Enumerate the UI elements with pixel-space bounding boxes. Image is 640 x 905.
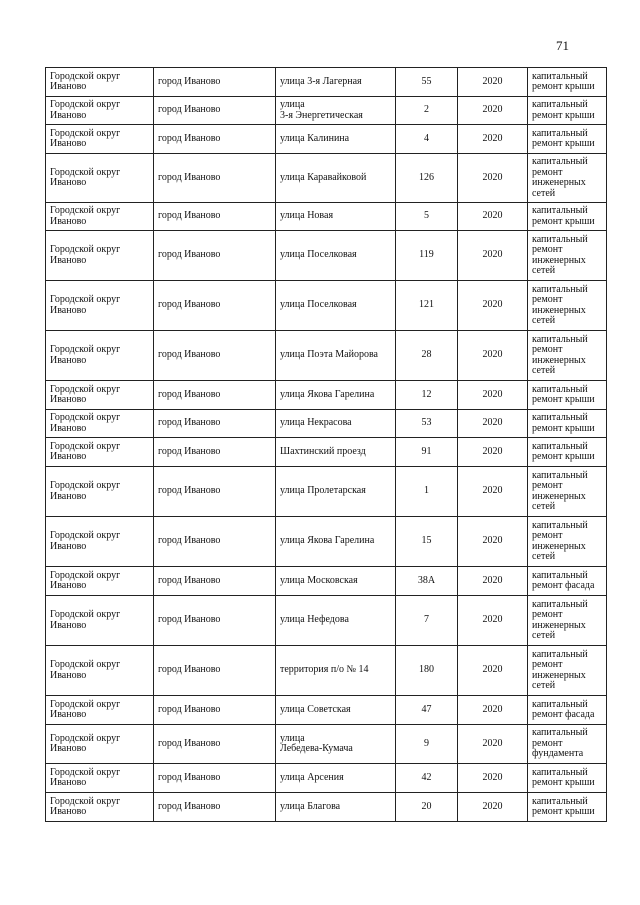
district-cell: Городской округ Иваново [46,154,154,203]
street-cell: улица Нефедова [276,596,396,646]
table-row [46,438,607,467]
city-cell: город Иваново [154,331,276,381]
district-cell: Городской округ Иваново [46,793,154,822]
district-cell: Городской округ Иваново [46,125,154,154]
city-cell: город Иваново [154,725,276,764]
house-number-cell: 121 [396,281,458,331]
street-cell: улица Пролетарская [276,467,396,517]
street-cell: улица Якова Гарелина [276,517,396,567]
street-cell: улица Поэта Майорова [276,331,396,381]
city-cell: город Иваново [154,97,276,125]
year-cell: 2020 [458,125,528,154]
city-cell: город Иваново [154,567,276,596]
year-cell: 2020 [458,381,528,410]
house-number-cell: 9 [396,725,458,764]
street-cell: территория п/о № 14 [276,646,396,696]
year-cell: 2020 [458,68,528,97]
city-cell: город Иваново [154,646,276,696]
house-number-cell: 28 [396,331,458,381]
street-cell: улица Якова Гарелина [276,381,396,410]
year-cell: 2020 [458,203,528,231]
table-row [46,381,607,410]
house-number-cell: 7 [396,596,458,646]
work-type-cell: капитальный ремонт крыши [528,438,607,467]
table-row [46,646,607,696]
work-type-cell: капитальный ремонт инженерных сетей [528,596,607,646]
work-type-cell: капитальный ремонт инженерных сетей [528,281,607,331]
district-cell: Городской округ Иваново [46,331,154,381]
city-cell: город Иваново [154,231,276,281]
street-cell: улица 3-я Лагерная [276,68,396,97]
district-cell: Городской округ Иваново [46,696,154,725]
work-type-cell: капитальный ремонт крыши [528,793,607,822]
house-number-cell: 126 [396,154,458,203]
table-row [46,331,607,381]
district-cell: Городской округ Иваново [46,281,154,331]
house-number-cell: 180 [396,646,458,696]
district-cell: Городской округ Иваново [46,438,154,467]
district-cell: Городской округ Иваново [46,764,154,793]
year-cell: 2020 [458,97,528,125]
table-row [46,97,607,125]
district-cell: Городской округ Иваново [46,381,154,410]
table-body [46,68,607,822]
city-cell: город Иваново [154,381,276,410]
year-cell: 2020 [458,331,528,381]
street-cell: улица Некрасова [276,410,396,438]
table-row [46,410,607,438]
city-cell: город Иваново [154,68,276,97]
work-type-cell: капитальный ремонт крыши [528,764,607,793]
work-type-cell: капитальный ремонт фасада [528,567,607,596]
city-cell: город Иваново [154,764,276,793]
district-cell: Городской округ Иваново [46,97,154,125]
work-type-cell: капитальный ремонт крыши [528,381,607,410]
house-number-cell: 15 [396,517,458,567]
district-cell: Городской округ Иваново [46,567,154,596]
street-cell: улица Московская [276,567,396,596]
table-row [46,467,607,517]
house-number-cell: 5 [396,203,458,231]
table-row [46,696,607,725]
table-row [46,793,607,822]
city-cell: город Иваново [154,438,276,467]
street-cell: улица Поселковая [276,281,396,331]
district-cell: Городской округ Иваново [46,68,154,97]
work-type-cell: капитальный ремонт крыши [528,410,607,438]
year-cell: 2020 [458,696,528,725]
table-row [46,725,607,764]
street-cell: улица Поселковая [276,231,396,281]
year-cell: 2020 [458,567,528,596]
street-cell: улица Благова [276,793,396,822]
street-cell: улица Советская [276,696,396,725]
year-cell: 2020 [458,517,528,567]
year-cell: 2020 [458,596,528,646]
street-cell: Шахтинский проезд [276,438,396,467]
street-cell: улица Арсения [276,764,396,793]
house-number-cell: 1 [396,467,458,517]
street-cell: улица Лебедева-Кумача [276,725,396,764]
city-cell: город Иваново [154,154,276,203]
house-number-cell: 2 [396,97,458,125]
table-row [46,281,607,331]
table-row [46,764,607,793]
work-type-cell: капитальный ремонт инженерных сетей [528,331,607,381]
house-number-cell: 53 [396,410,458,438]
year-cell: 2020 [458,646,528,696]
housing-repair-table [45,67,607,822]
street-cell: улица Новая [276,203,396,231]
district-cell: Городской округ Иваново [46,596,154,646]
house-number-cell: 42 [396,764,458,793]
work-type-cell: капитальный ремонт фундамента [528,725,607,764]
district-cell: Городской округ Иваново [46,646,154,696]
house-number-cell: 91 [396,438,458,467]
district-cell: Городской округ Иваново [46,203,154,231]
house-number-cell: 55 [396,68,458,97]
district-cell: Городской округ Иваново [46,467,154,517]
work-type-cell: капитальный ремонт инженерных сетей [528,231,607,281]
table-row [46,567,607,596]
work-type-cell: капитальный ремонт крыши [528,203,607,231]
work-type-cell: капитальный ремонт крыши [528,68,607,97]
year-cell: 2020 [458,467,528,517]
year-cell: 2020 [458,725,528,764]
work-type-cell: капитальный ремонт инженерных сетей [528,467,607,517]
city-cell: город Иваново [154,467,276,517]
year-cell: 2020 [458,231,528,281]
work-type-cell: капитальный ремонт фасада [528,696,607,725]
street-cell: улица Каравайковой [276,154,396,203]
year-cell: 2020 [458,438,528,467]
house-number-cell: 4 [396,125,458,154]
year-cell: 2020 [458,154,528,203]
table-row [46,517,607,567]
table-row [46,68,607,97]
house-number-cell: 20 [396,793,458,822]
work-type-cell: капитальный ремонт крыши [528,125,607,154]
city-cell: город Иваново [154,203,276,231]
table-row [46,231,607,281]
city-cell: город Иваново [154,793,276,822]
city-cell: город Иваново [154,125,276,154]
city-cell: город Иваново [154,281,276,331]
work-type-cell: капитальный ремонт инженерных сетей [528,517,607,567]
city-cell: город Иваново [154,517,276,567]
city-cell: город Иваново [154,696,276,725]
year-cell: 2020 [458,281,528,331]
work-type-cell: капитальный ремонт инженерных сетей [528,646,607,696]
district-cell: Городской округ Иваново [46,231,154,281]
year-cell: 2020 [458,793,528,822]
house-number-cell: 38А [396,567,458,596]
district-cell: Городской округ Иваново [46,410,154,438]
table-row [46,596,607,646]
year-cell: 2020 [458,410,528,438]
work-type-cell: капитальный ремонт крыши [528,97,607,125]
work-type-cell: капитальный ремонт инженерных сетей [528,154,607,203]
house-number-cell: 47 [396,696,458,725]
house-number-cell: 119 [396,231,458,281]
page-number: 71 [556,38,569,53]
city-cell: город Иваново [154,410,276,438]
table-row [46,125,607,154]
street-cell: улица 3-я Энергетическая [276,97,396,125]
district-cell: Городской округ Иваново [46,517,154,567]
year-cell: 2020 [458,764,528,793]
district-cell: Городской округ Иваново [46,725,154,764]
house-number-cell: 12 [396,381,458,410]
city-cell: город Иваново [154,596,276,646]
street-cell: улица Калинина [276,125,396,154]
table-row [46,154,607,203]
table-row [46,203,607,231]
